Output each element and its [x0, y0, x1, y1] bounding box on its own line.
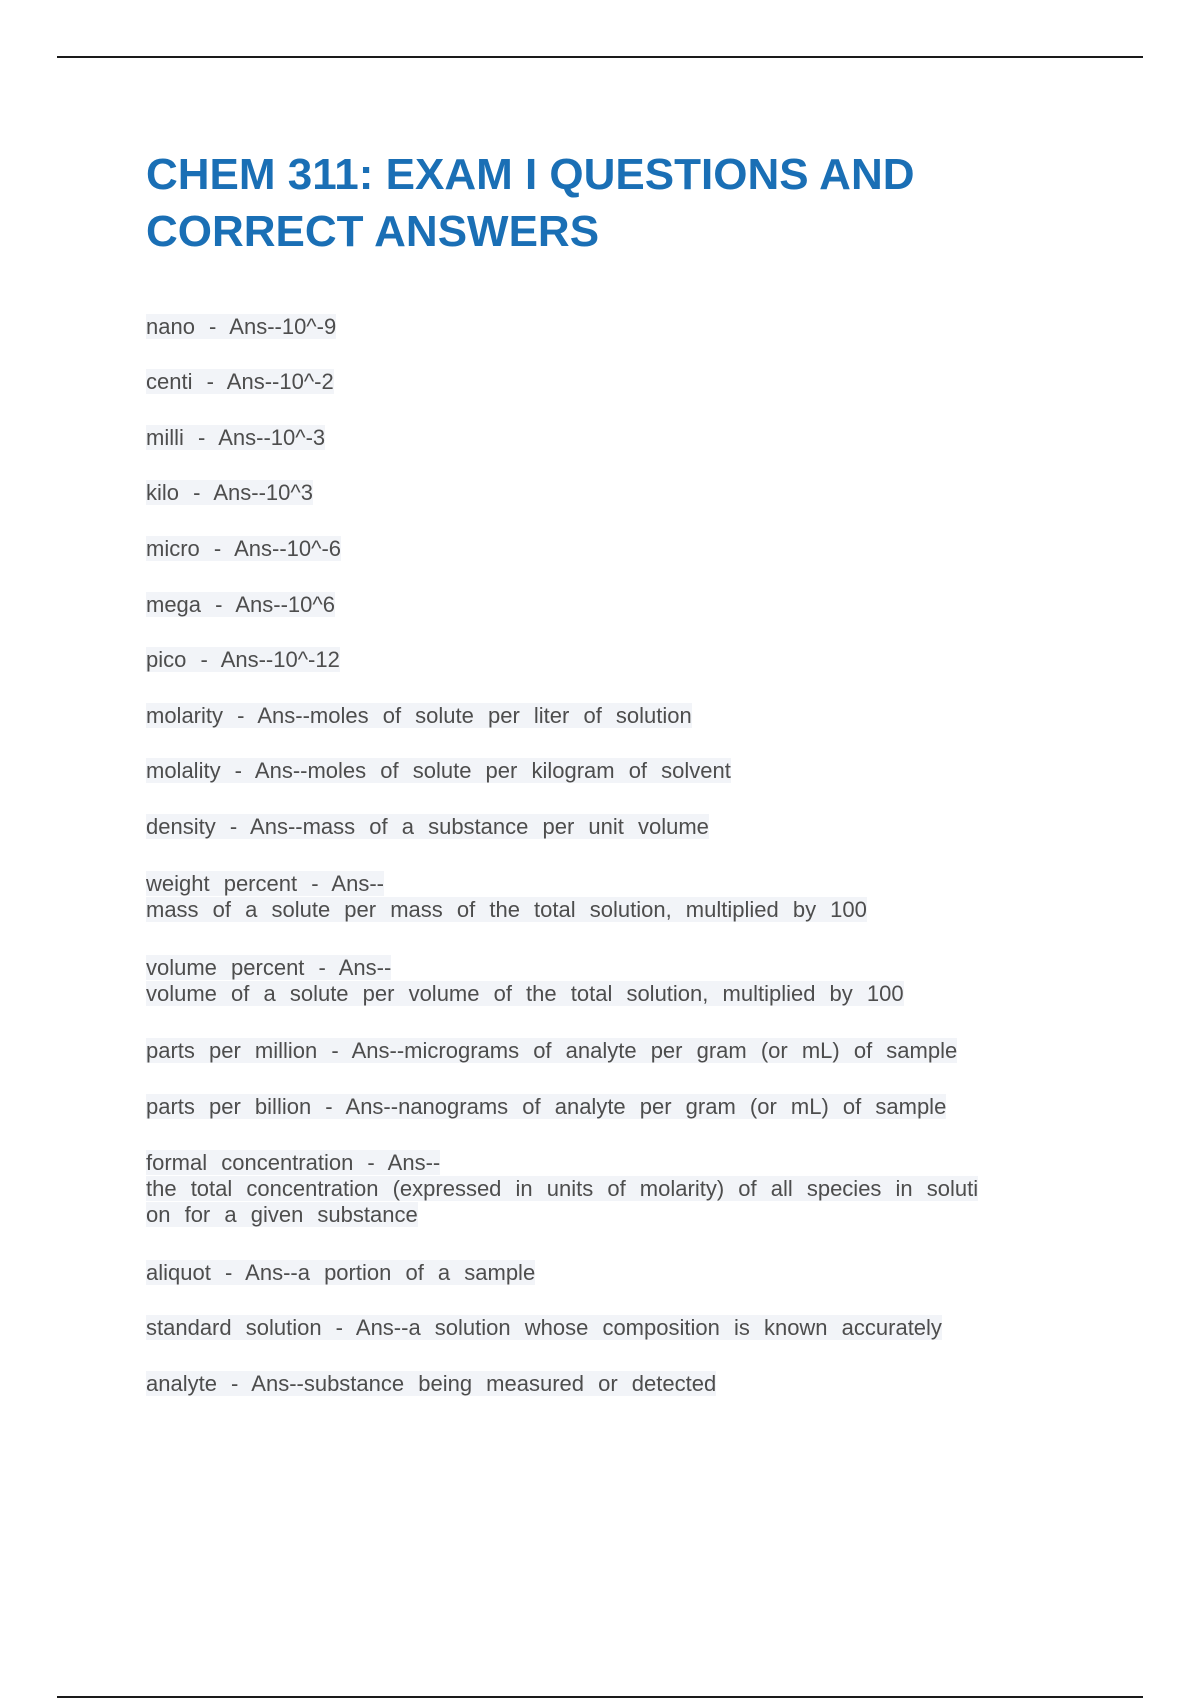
entry-text: parts per billion - Ans--nanograms of analyte per gram (or mL) of sample: [146, 1094, 947, 1119]
qa-entry-centi: [146, 369, 1146, 395]
entry-text: molarity - Ans--moles of solute per liter of solution: [146, 703, 692, 728]
qa-entry-weight-percent: [146, 871, 1146, 923]
entry-text: parts per million - Ans--micrograms of analyte per gram (or mL) of sample: [146, 1038, 958, 1063]
qa-entry-kilo: [146, 480, 1146, 506]
entry-text: micro - Ans--10^-6: [146, 536, 342, 561]
qa-entry-density: [146, 814, 1146, 840]
entry-text: molality - Ans--moles of solute per kilogram of solvent: [146, 758, 731, 783]
entry-answer: volume of a solute per volume of the total solution, multiplied by 100: [146, 981, 904, 1006]
entry-text: analyte - Ans--substance being measured or detected: [146, 1371, 717, 1396]
title-line-1: CHEM 311: EXAM I QUESTIONS AND: [146, 150, 915, 199]
qa-entry-molarity: [146, 703, 1146, 729]
entry-text: milli - Ans--10^-3: [146, 425, 326, 450]
page-title: [146, 146, 1126, 260]
entry-text: mega - Ans--10^6: [146, 592, 335, 617]
qa-entry-aliquot: [146, 1260, 1146, 1286]
entry-text: aliquot - Ans--a portion of a sample: [146, 1260, 536, 1285]
top-rule: [57, 56, 1143, 58]
qa-entry-volume-percent: [146, 955, 1146, 1007]
qa-entry-nano: [146, 314, 1146, 340]
title-line-2: CORRECT ANSWERS: [146, 207, 600, 256]
qa-entry-parts-per-billion: [146, 1094, 1146, 1120]
entry-answer-continued: on for a given substance: [146, 1202, 418, 1227]
entry-text: density - Ans--mass of a substance per unit volume: [146, 814, 709, 839]
entry-text: standard solution - Ans--a solution whose composition is known accurately: [146, 1315, 942, 1340]
qa-entry-formal-concentration: [146, 1150, 1146, 1228]
entry-text: kilo - Ans--10^3: [146, 480, 313, 505]
entry-term: volume percent - Ans--: [146, 955, 392, 980]
entry-term: weight percent - Ans--: [146, 871, 384, 896]
entry-answer: the total concentration (expressed in units of molarity) of all species in soluti: [146, 1176, 979, 1201]
qa-entry-micro: [146, 536, 1146, 562]
qa-entry-analyte: [146, 1371, 1146, 1397]
qa-entry-mega: [146, 592, 1146, 618]
qa-entry-parts-per-million: [146, 1038, 1146, 1064]
entry-term: formal concentration - Ans--: [146, 1150, 441, 1175]
entry-answer: mass of a solute per mass of the total solution, multiplied by 100: [146, 897, 867, 922]
entry-text: pico - Ans--10^-12: [146, 647, 340, 672]
qa-entry-pico: [146, 647, 1146, 673]
bottom-rule: [57, 1696, 1143, 1698]
entry-text: centi - Ans--10^-2: [146, 369, 334, 394]
qa-entry-molality: [146, 758, 1146, 784]
qa-entry-milli: [146, 425, 1146, 451]
entry-text: nano - Ans--10^-9: [146, 314, 337, 339]
qa-entry-standard-solution: [146, 1315, 1146, 1341]
